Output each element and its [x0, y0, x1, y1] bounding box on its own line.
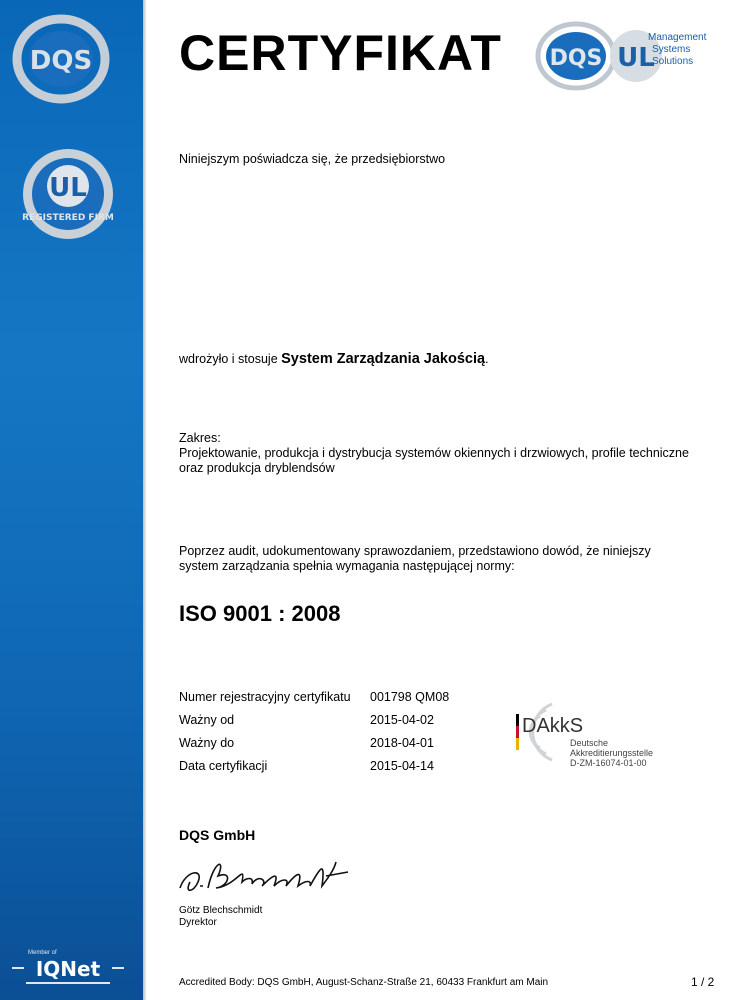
top-logo-dqs-text: DQS	[549, 46, 603, 71]
top-logo-ul-text: UL	[617, 43, 655, 73]
signature-image	[176, 852, 366, 902]
tagline-line2: Systems	[652, 44, 691, 55]
dqs-logo-text: DQS	[29, 46, 93, 76]
ul-registered-firm-icon	[20, 146, 116, 242]
signer-block	[179, 905, 262, 929]
implemented-line	[179, 352, 489, 367]
implemented-prefix: wdrożyło i stosuje	[179, 352, 278, 366]
sidebar-edge	[143, 0, 146, 1000]
scope-line-1: Projektowanie, produkcja i dystrybucja systemów okiennych i drzwiowych, profile techniczne	[179, 446, 689, 460]
dqs-ul-logo-icon	[536, 18, 707, 94]
dakks-line1: Deutsche	[570, 738, 609, 748]
detail-label: Ważny od	[179, 713, 235, 727]
ul-registered-text: REGISTERED FIRM	[22, 213, 114, 223]
iqnet-member-text: Member of	[28, 950, 57, 956]
dakks-name: DAkkS	[522, 715, 584, 737]
issuer-company: DQS GmbH	[179, 827, 256, 843]
dqs-logo-icon	[13, 14, 109, 104]
svg-text:UL: UL	[49, 173, 87, 203]
system-name: System Zarządzania Jakością	[281, 351, 486, 367]
detail-row	[179, 713, 449, 736]
scope-block	[179, 431, 689, 476]
detail-value: 001798 QM08	[370, 690, 450, 704]
signer-name: Götz Blechschmidt	[179, 905, 263, 916]
certificate-details	[179, 690, 449, 782]
tagline-line1: Management	[648, 32, 707, 43]
audit-line-1: Poprzez audit, udokumentowany sprawozdaniem, przedstawiono dowód, że niniejszy	[179, 544, 651, 558]
dakks-logo-icon	[512, 694, 672, 768]
scope-line-2: oraz produkcja dryblendsów	[179, 461, 335, 475]
detail-value: 2018-04-01	[370, 736, 434, 750]
detail-label: Ważny do	[179, 736, 235, 750]
scope-label: Zakres:	[179, 431, 221, 445]
signer-role: Dyrektor	[179, 917, 217, 928]
intro-text: Niniejszym poświadcza się, że przedsiębiorstwo	[179, 152, 446, 166]
audit-block	[179, 544, 651, 574]
iqnet-logo-icon	[8, 944, 128, 994]
accredited-body-text: Accredited Body: DQS GmbH, August-Schanz-Straße 21, 60433 Frankfurt am Main	[179, 977, 549, 988]
detail-label: Numer rejestracyjny certyfikatu	[179, 690, 351, 704]
detail-label: Data certyfikacji	[179, 759, 268, 773]
implemented-suffix: .	[485, 352, 489, 366]
page-number: 1 / 2	[691, 975, 715, 989]
standard-title: ISO 9001 : 2008	[179, 601, 341, 626]
detail-value: 2015-04-14	[370, 759, 434, 773]
iqnet-name-text: IQNet	[35, 957, 101, 981]
detail-value: 2015-04-02	[370, 713, 434, 727]
dakks-line2: Akkreditierungsstelle	[570, 748, 654, 758]
page-title: CERTYFIKAT	[179, 25, 502, 81]
tagline-line3: Solutions	[652, 56, 694, 67]
detail-row	[179, 736, 449, 759]
dakks-line3: D-ZM-16074-01-00	[570, 758, 647, 768]
detail-row	[179, 690, 449, 713]
detail-row	[179, 759, 449, 782]
audit-line-2: system zarządzania spełnia wymagania następującej normy:	[179, 559, 515, 573]
